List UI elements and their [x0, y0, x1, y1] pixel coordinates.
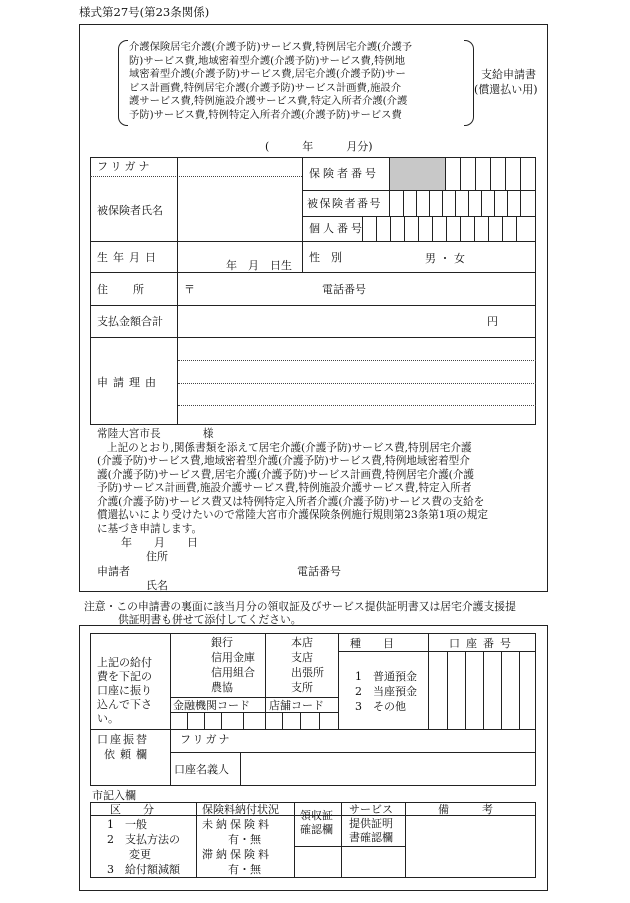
form-title: 支給申請書 — [481, 68, 536, 81]
applicant-address-label: 住所 — [146, 550, 168, 563]
address-label: 住 所 — [97, 283, 145, 296]
inst-code-label: 金融機関コード — [173, 699, 250, 712]
branch-type-head[interactable]: 本店 — [291, 636, 313, 649]
account-kind-ordinary[interactable]: 1 普通預金 — [355, 670, 417, 683]
insurer-number-label: 保険者番号 — [309, 167, 379, 180]
bracket-line: 介護保険居宅介護(介護予防)サービス費,特例居宅介護(介護予 — [129, 41, 413, 53]
category-item: 1 一般 — [107, 818, 147, 831]
category-item: 2 支払方法の — [107, 833, 180, 846]
transfer-request-label: 口座振替 — [97, 733, 149, 746]
insured-name-label: 被保険者氏名 — [97, 204, 163, 217]
applicant-phone-label: 電話番号 — [297, 565, 341, 578]
declaration-line: (介護予防)サービス費,地域密着型介護(介護予防)サービス費,特例地域密着型介 — [97, 455, 470, 467]
birth-date-label: 生年月日 — [97, 251, 161, 264]
bracket-line: 防)サービス費,地域密着型介護(介護予防)サービス費,特例地 — [129, 54, 406, 67]
insured-name-field[interactable] — [178, 177, 301, 240]
application-date[interactable]: 年 月 日 — [121, 536, 198, 549]
inst-type-shinkin[interactable]: 信用金庫 — [211, 651, 255, 664]
yen-unit: 円 — [487, 315, 498, 328]
postal-mark: 〒 — [184, 283, 195, 296]
account-kind-current[interactable]: 2 当座預金 — [355, 685, 417, 698]
premium-overdue-yn[interactable]: 有・無 — [228, 863, 261, 876]
year-month-field[interactable]: ( 年 月分) — [265, 140, 373, 153]
sex-label: 性 別 — [309, 251, 342, 264]
inst-type-kumiai[interactable]: 信用組合 — [211, 666, 255, 679]
transfer-instruction: 費を下記の — [97, 670, 152, 683]
note-line: 供証明書も併せて添付してください。 — [118, 613, 302, 626]
branch-type-office[interactable]: 出張所 — [291, 666, 324, 679]
branch-type-branch[interactable]: 支店 — [291, 651, 313, 664]
personal-number-label: 個人番号 — [309, 222, 365, 235]
transfer-request-label: 依頼欄 — [104, 748, 152, 761]
furigana-label: フリガナ — [97, 160, 153, 173]
bracket-line: 域密着型介護(介護予防)サービス費,居宅介護(介護予防)サー — [129, 68, 406, 80]
bracket-line: 護サービス費,特例施設介護サービス費,特定入所者介護(介護 — [129, 95, 408, 107]
transfer-instruction: 込んで下さ — [97, 698, 152, 711]
account-number-header: 口座番号 — [449, 637, 517, 650]
form-number: 様式第27号(第23条関係) — [79, 5, 210, 19]
note-line: 注意・この申請書の裏面に該当月分の領収証及びサービス提供証明書又は居宅介護支援提 — [84, 600, 516, 613]
receipt-check-header: 確認欄 — [300, 823, 333, 836]
category-item: 変更 — [107, 848, 151, 861]
reason-label: 申請理由 — [97, 376, 161, 389]
premium-overdue: 滞納保険料 — [202, 848, 272, 861]
declaration-line: 護(介護予防)サービス費,居宅介護(介護予防)サービス計画費,特例居宅介護(介護 — [97, 468, 474, 481]
declaration-line: 償還払いにより受けたいので常陸大宮市介護保険条例施行規則第23条第1項の規定 — [97, 509, 488, 521]
premium-unpaid-yn[interactable]: 有・無 — [228, 833, 261, 846]
applicant-label: 申請者 — [97, 565, 130, 578]
inst-type-nokyo[interactable]: 農協 — [211, 681, 233, 694]
sex-options[interactable]: 男 ・ 女 — [425, 252, 465, 265]
city-section-title: 市記入欄 — [92, 789, 136, 802]
category-header: 区 分 — [110, 803, 154, 816]
total-amount-label: 支払金額合計 — [97, 315, 163, 328]
form-subtitle: (償還払い用) — [474, 83, 538, 96]
premium-unpaid: 未納保険料 — [202, 818, 272, 831]
bracket-line: ビス計画費,特例居宅介護(介護予防)サービス計画費,施設介 — [129, 81, 402, 94]
account-kind-header: 種 目 — [350, 637, 394, 650]
branch-code-label: 店舗コード — [269, 699, 324, 712]
transfer-instruction: い。 — [97, 712, 119, 725]
declaration-line: に基づき申請します。 — [97, 522, 203, 535]
receipt-check-header: 領収証 — [300, 809, 333, 822]
birth-date-value[interactable]: 年 月 日生 — [226, 259, 292, 272]
inst-type-bank[interactable]: 銀行 — [211, 636, 233, 649]
account-furigana-label: フリガナ — [180, 733, 232, 746]
declaration-line: 介護(介護予防)サービス費又は特例特定入所者介護(介護予防)サービス費の支給を — [97, 495, 485, 508]
branch-type-sub[interactable]: 支所 — [291, 681, 313, 694]
applicant-name-label: 氏名 — [146, 579, 168, 592]
insurer-number-shaded — [389, 158, 445, 190]
declaration-line: 予防)サービス計画費,施設介護サービス費,特例施設介護サービス費,特定入所者 — [97, 482, 472, 494]
phone-label: 電話番号 — [322, 283, 366, 296]
bracket-line: 予防)サービス費,特例特定入所者介護(介護予防)サービス費 — [129, 108, 402, 121]
account-holder-label: 口座名義人 — [174, 763, 229, 776]
category-item: 3 給付額減額 — [107, 863, 180, 876]
transfer-instruction: 口座に振り — [97, 684, 152, 697]
remarks-header: 備 考 — [438, 803, 493, 816]
declaration-line: 上記のとおり,関係書類を添えて居宅介護(介護予防)サービス費,特別居宅介護 — [107, 441, 472, 454]
account-holder-field[interactable] — [241, 753, 535, 785]
service-check-header: 書確認欄 — [349, 831, 393, 844]
transfer-instruction: 上記の給付 — [97, 656, 152, 669]
account-kind-other[interactable]: 3 その他 — [355, 700, 406, 713]
insured-number-label: 被保険者番号 — [307, 197, 382, 210]
addressee: 常陸大宮市長 様 — [97, 428, 214, 440]
service-check-header: 提供証明 — [349, 817, 393, 830]
premium-status-header: 保険料納付状況 — [202, 803, 279, 816]
service-check-header: サービス — [349, 803, 393, 816]
